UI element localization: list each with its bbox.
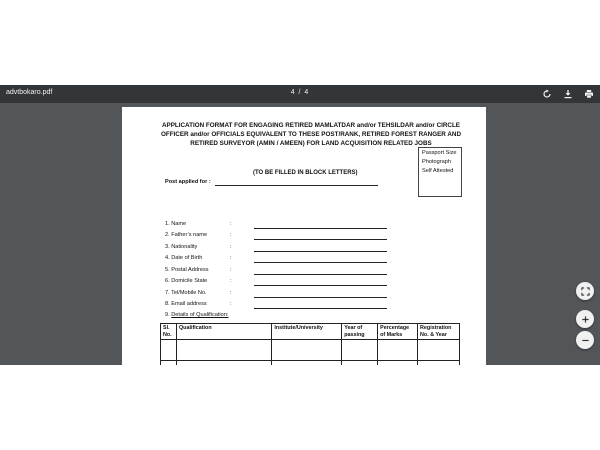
heading-line: RETIRED SURVEYOR (AMIN / AMEEN) FOR LAND ACQUISITION RELATED JOBS bbox=[190, 140, 432, 147]
qualification-table bbox=[160, 323, 460, 365]
pdf-viewer bbox=[0, 85, 600, 365]
table-row bbox=[161, 361, 460, 366]
page-indicator: 4 / 4 bbox=[290, 89, 310, 96]
header-registration: Registration No. & Year bbox=[418, 324, 460, 340]
zoom-in-icon bbox=[581, 315, 590, 324]
field-line bbox=[254, 251, 387, 252]
print-icon[interactable] bbox=[582, 87, 596, 101]
field-line bbox=[254, 228, 387, 229]
field-colon: : bbox=[230, 232, 232, 238]
qualification-label: Details of Qualification: bbox=[171, 312, 229, 318]
download-icon[interactable] bbox=[561, 87, 575, 101]
table-cell bbox=[272, 361, 342, 366]
field-label: 8. Email address bbox=[165, 301, 207, 307]
fit-page-button[interactable] bbox=[576, 282, 594, 300]
field-label: 5. Postal Address bbox=[165, 267, 209, 273]
table-cell bbox=[176, 340, 271, 361]
field-label: 6. Domicile State bbox=[165, 278, 208, 284]
field-colon: : bbox=[230, 290, 232, 296]
field-label: 4. Date of Birth bbox=[165, 255, 203, 261]
table-cell bbox=[378, 340, 418, 361]
header-institute: Institute/University bbox=[272, 324, 342, 340]
table-row bbox=[161, 340, 460, 361]
table-cell bbox=[161, 340, 177, 361]
field-colon: : bbox=[230, 255, 232, 261]
table-cell bbox=[176, 361, 271, 366]
post-applied-label: Post applied for : bbox=[165, 179, 211, 185]
pdf-page bbox=[122, 107, 486, 365]
table-cell bbox=[342, 361, 378, 366]
post-applied-line bbox=[215, 185, 378, 186]
field-label: 2. Father’s name bbox=[165, 232, 208, 238]
block-letters-note: (TO BE FILLED IN BLOCK LETTERS) bbox=[253, 170, 358, 176]
header-qualification: Qualification bbox=[176, 324, 271, 340]
table-cell bbox=[272, 340, 342, 361]
heading-line: APPLICATION FORMAT FOR ENGAGING RETIRED MAMLATDAR and/or TEHSILDAR and/or CIRCLE bbox=[161, 122, 461, 129]
field-line bbox=[254, 285, 387, 286]
form-heading bbox=[160, 121, 462, 148]
field-label: 3. Nationality bbox=[165, 244, 198, 250]
field-line bbox=[254, 274, 387, 275]
field-colon: : bbox=[230, 221, 232, 227]
table-cell bbox=[378, 361, 418, 366]
field-line bbox=[254, 262, 387, 263]
field-colon: : bbox=[230, 301, 232, 307]
table-cell bbox=[418, 340, 460, 361]
viewer-toolbar bbox=[0, 85, 600, 103]
field-line bbox=[254, 297, 387, 298]
zoom-out-button[interactable] bbox=[576, 331, 594, 349]
zoom-out-icon bbox=[581, 336, 590, 345]
fit-page-icon bbox=[581, 287, 590, 296]
field-line bbox=[254, 239, 387, 240]
photo-box-text: Self Attested bbox=[422, 168, 454, 174]
photo-box bbox=[418, 147, 462, 197]
qualification-heading bbox=[165, 312, 228, 318]
photo-box-text: Photograph bbox=[422, 159, 451, 165]
field-colon: : bbox=[230, 244, 232, 250]
table-header-row bbox=[161, 324, 460, 340]
heading-line: OFFICER and/or OFFICIALS EQUIVALENT TO THESE POST/RANK, RETIRED FOREST RANGER AND bbox=[160, 131, 462, 138]
field-label: 1. Name bbox=[165, 221, 187, 227]
header-percentage: Percentage of Marks bbox=[378, 324, 418, 340]
rotate-icon[interactable] bbox=[540, 87, 554, 101]
zoom-in-button[interactable] bbox=[576, 310, 594, 328]
field-label: 7. Tel/Mobile No. bbox=[165, 290, 207, 296]
field-colon: : bbox=[230, 278, 232, 284]
header-sl-no: Sl. No. bbox=[161, 324, 177, 340]
field-line bbox=[254, 308, 387, 309]
header-year-of-passing: Year of passing bbox=[342, 324, 378, 340]
field-colon: : bbox=[230, 267, 232, 273]
qualification-number: 9. bbox=[165, 312, 172, 318]
table-cell bbox=[161, 361, 177, 366]
document-title: advtbokaro.pdf bbox=[6, 89, 53, 96]
table-cell bbox=[418, 361, 460, 366]
table-cell bbox=[342, 340, 378, 361]
photo-box-text: Passport Size bbox=[422, 150, 457, 156]
